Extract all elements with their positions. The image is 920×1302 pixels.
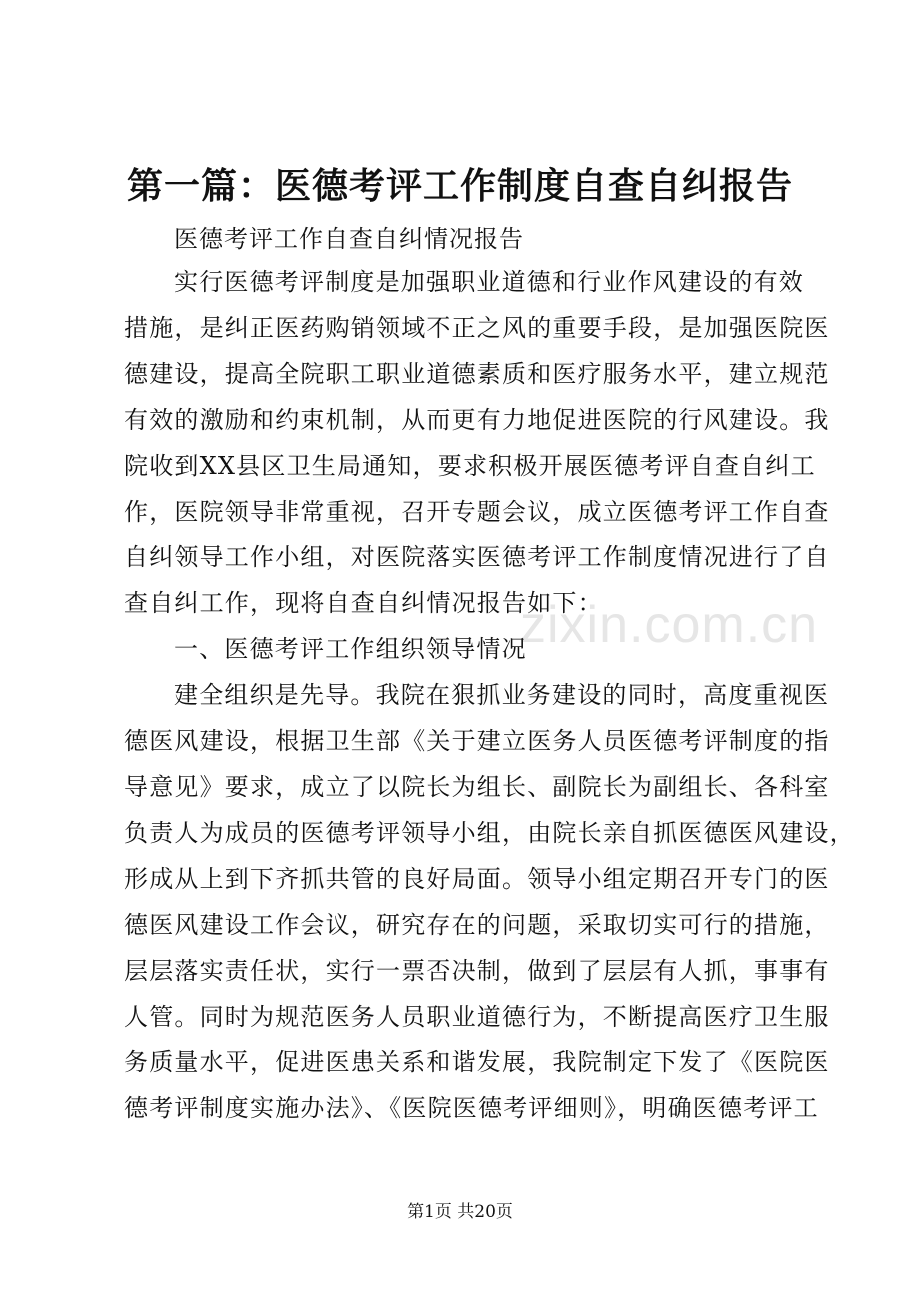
document-title: 第一篇：医德考评工作制度自查自纠报告 — [126, 165, 793, 207]
paragraph-line: 德医风建设工作会议，研究存在的问题，采取切实可行的措施， — [124, 910, 830, 939]
paragraph-line: 形成从上到下齐抓共管的良好局面。领导小组定期召开专门的医 — [124, 864, 830, 893]
paragraph-line: 负责人为成员的医德考评领导小组，由院长亲自抓医德医风建设， — [124, 818, 855, 847]
paragraph-line: 德医风建设，根据卫生部《关于建立医务人员医德考评制度的指 — [124, 727, 830, 756]
paragraph-line: 实行医德考评制度是加强职业道德和行业作风建设的有效 — [174, 268, 804, 296]
paragraph-line: 查自纠工作，现将自查自纠情况报告如下： — [124, 589, 603, 618]
paragraph-line: 人管。同时为规范医务人员职业道德行为，不断提高医疗卫生服 — [124, 1002, 830, 1031]
paragraph-line: 德考评制度实施办法》、《医院医德考评细则》，明确医德考评工 — [124, 1094, 819, 1123]
paragraph-line: 导意见》要求，成立了以院长为组长、副院长为副组长、各科室 — [124, 772, 830, 801]
document-subtitle: 医德考评工作自查自纠情况报告 — [174, 225, 524, 253]
paragraph-line: 德建设，提高全院职工职业道德素质和医疗服务水平，建立规范 — [124, 359, 830, 388]
paragraph-line: 建全组织是先导。我院在狠抓业务建设的同时，高度重视医 — [174, 681, 830, 710]
section-heading: 一、医德考评工作组织领导情况 — [174, 635, 527, 664]
paragraph-line: 院收到XX县区卫生局通知，要求积极开展医德考评自查自纠工 — [124, 451, 816, 480]
page-footer: 第1页 共20页 — [407, 1202, 513, 1222]
paragraph-1 — [124, 236, 855, 1132]
paragraph-line: 务质量水平，促进医患关系和谐发展，我院制定下发了《医院医 — [124, 1048, 830, 1077]
paragraph-line: 有效的激励和约束机制，从而更有力地促进医院的行风建设。我 — [124, 405, 830, 434]
paragraph-line: 层层落实责任状，实行一票否决制，做到了层层有人抓，事事有 — [124, 956, 830, 985]
watermark: zixin.com.cn — [520, 596, 819, 654]
paragraph-line: 作，医院领导非常重视，召开专题会议，成立医德考评工作自查 — [124, 497, 830, 526]
paragraph-line: 措施，是纠正医药购销领域不正之风的重要手段，是加强医院医 — [124, 313, 830, 342]
paragraph-line: 自纠领导工作小组，对医院落实医德考评工作制度情况进行了自 — [124, 543, 830, 572]
